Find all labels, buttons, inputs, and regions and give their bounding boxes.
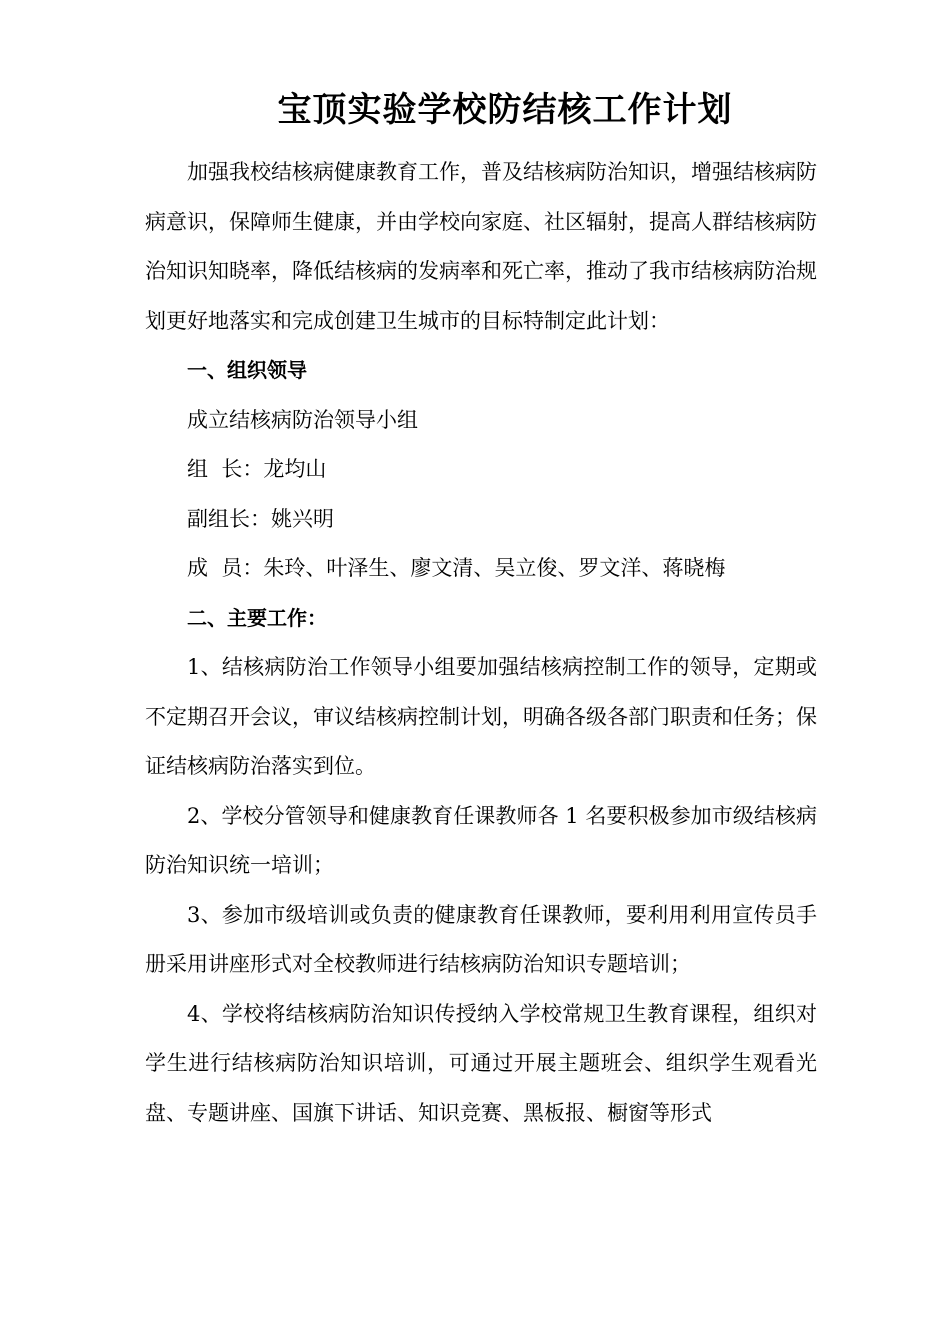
deputy-leader-line: 副组长：姚兴明 [187, 506, 334, 531]
intro-paragraph: 加强我校结核病健康教育工作，普及结核病防治知识，增强结核病防病意识，保障师生健康，并由学校向家庭、社区辐射，提高人群结核病防治知识知晓率，降低结核病的发病率和死亡率，推动了我市结核病防治规划更好地落实和完成创建卫生城市的目标特制定此计划： [145, 160, 817, 333]
work-item: 4、学校将结核病防治知识传授纳入学校常规卫生教育课程，组织对学生进行结核病防治知识培训，可通过开展主题班会、组织学生观看光盘、专题讲座、国旗下讲话、知识竞赛、黑板报、橱窗等形式 [145, 1001, 817, 1125]
work-item: 2、学校分管领导和健康教育任课教师各 1 名要积极参加市级结核病防治知识统一培训； [145, 803, 817, 877]
work-item: 3、参加市级培训或负责的健康教育任课教师，要利用利用宣传员手册采用讲座形式对全校教师进行结核病防治知识专题培训； [145, 902, 817, 976]
section-heading-organization: 一、组织领导 [187, 358, 307, 382]
members-line: 成 员：朱玲、叶泽生、廖文清、吴立俊、罗文洋、蒋晓梅 [187, 556, 726, 580]
document-body [145, 148, 817, 1138]
work-item: 1、结核病防治工作领导小组要加强结核病控制工作的领导，定期或不定期召开会议，审议结核病控制计划，明确各级各部门职责和任务；保证结核病防治落实到位。 [145, 655, 817, 778]
leadership-group-line: 成立结核病防治领导小组 [187, 407, 418, 432]
section-heading-main-work: 二、主要工作： [187, 605, 327, 630]
group-leader-line: 组 长：龙均山 [187, 457, 327, 481]
document-title: 宝顶实验学校防结核工作计划 [277, 90, 733, 130]
